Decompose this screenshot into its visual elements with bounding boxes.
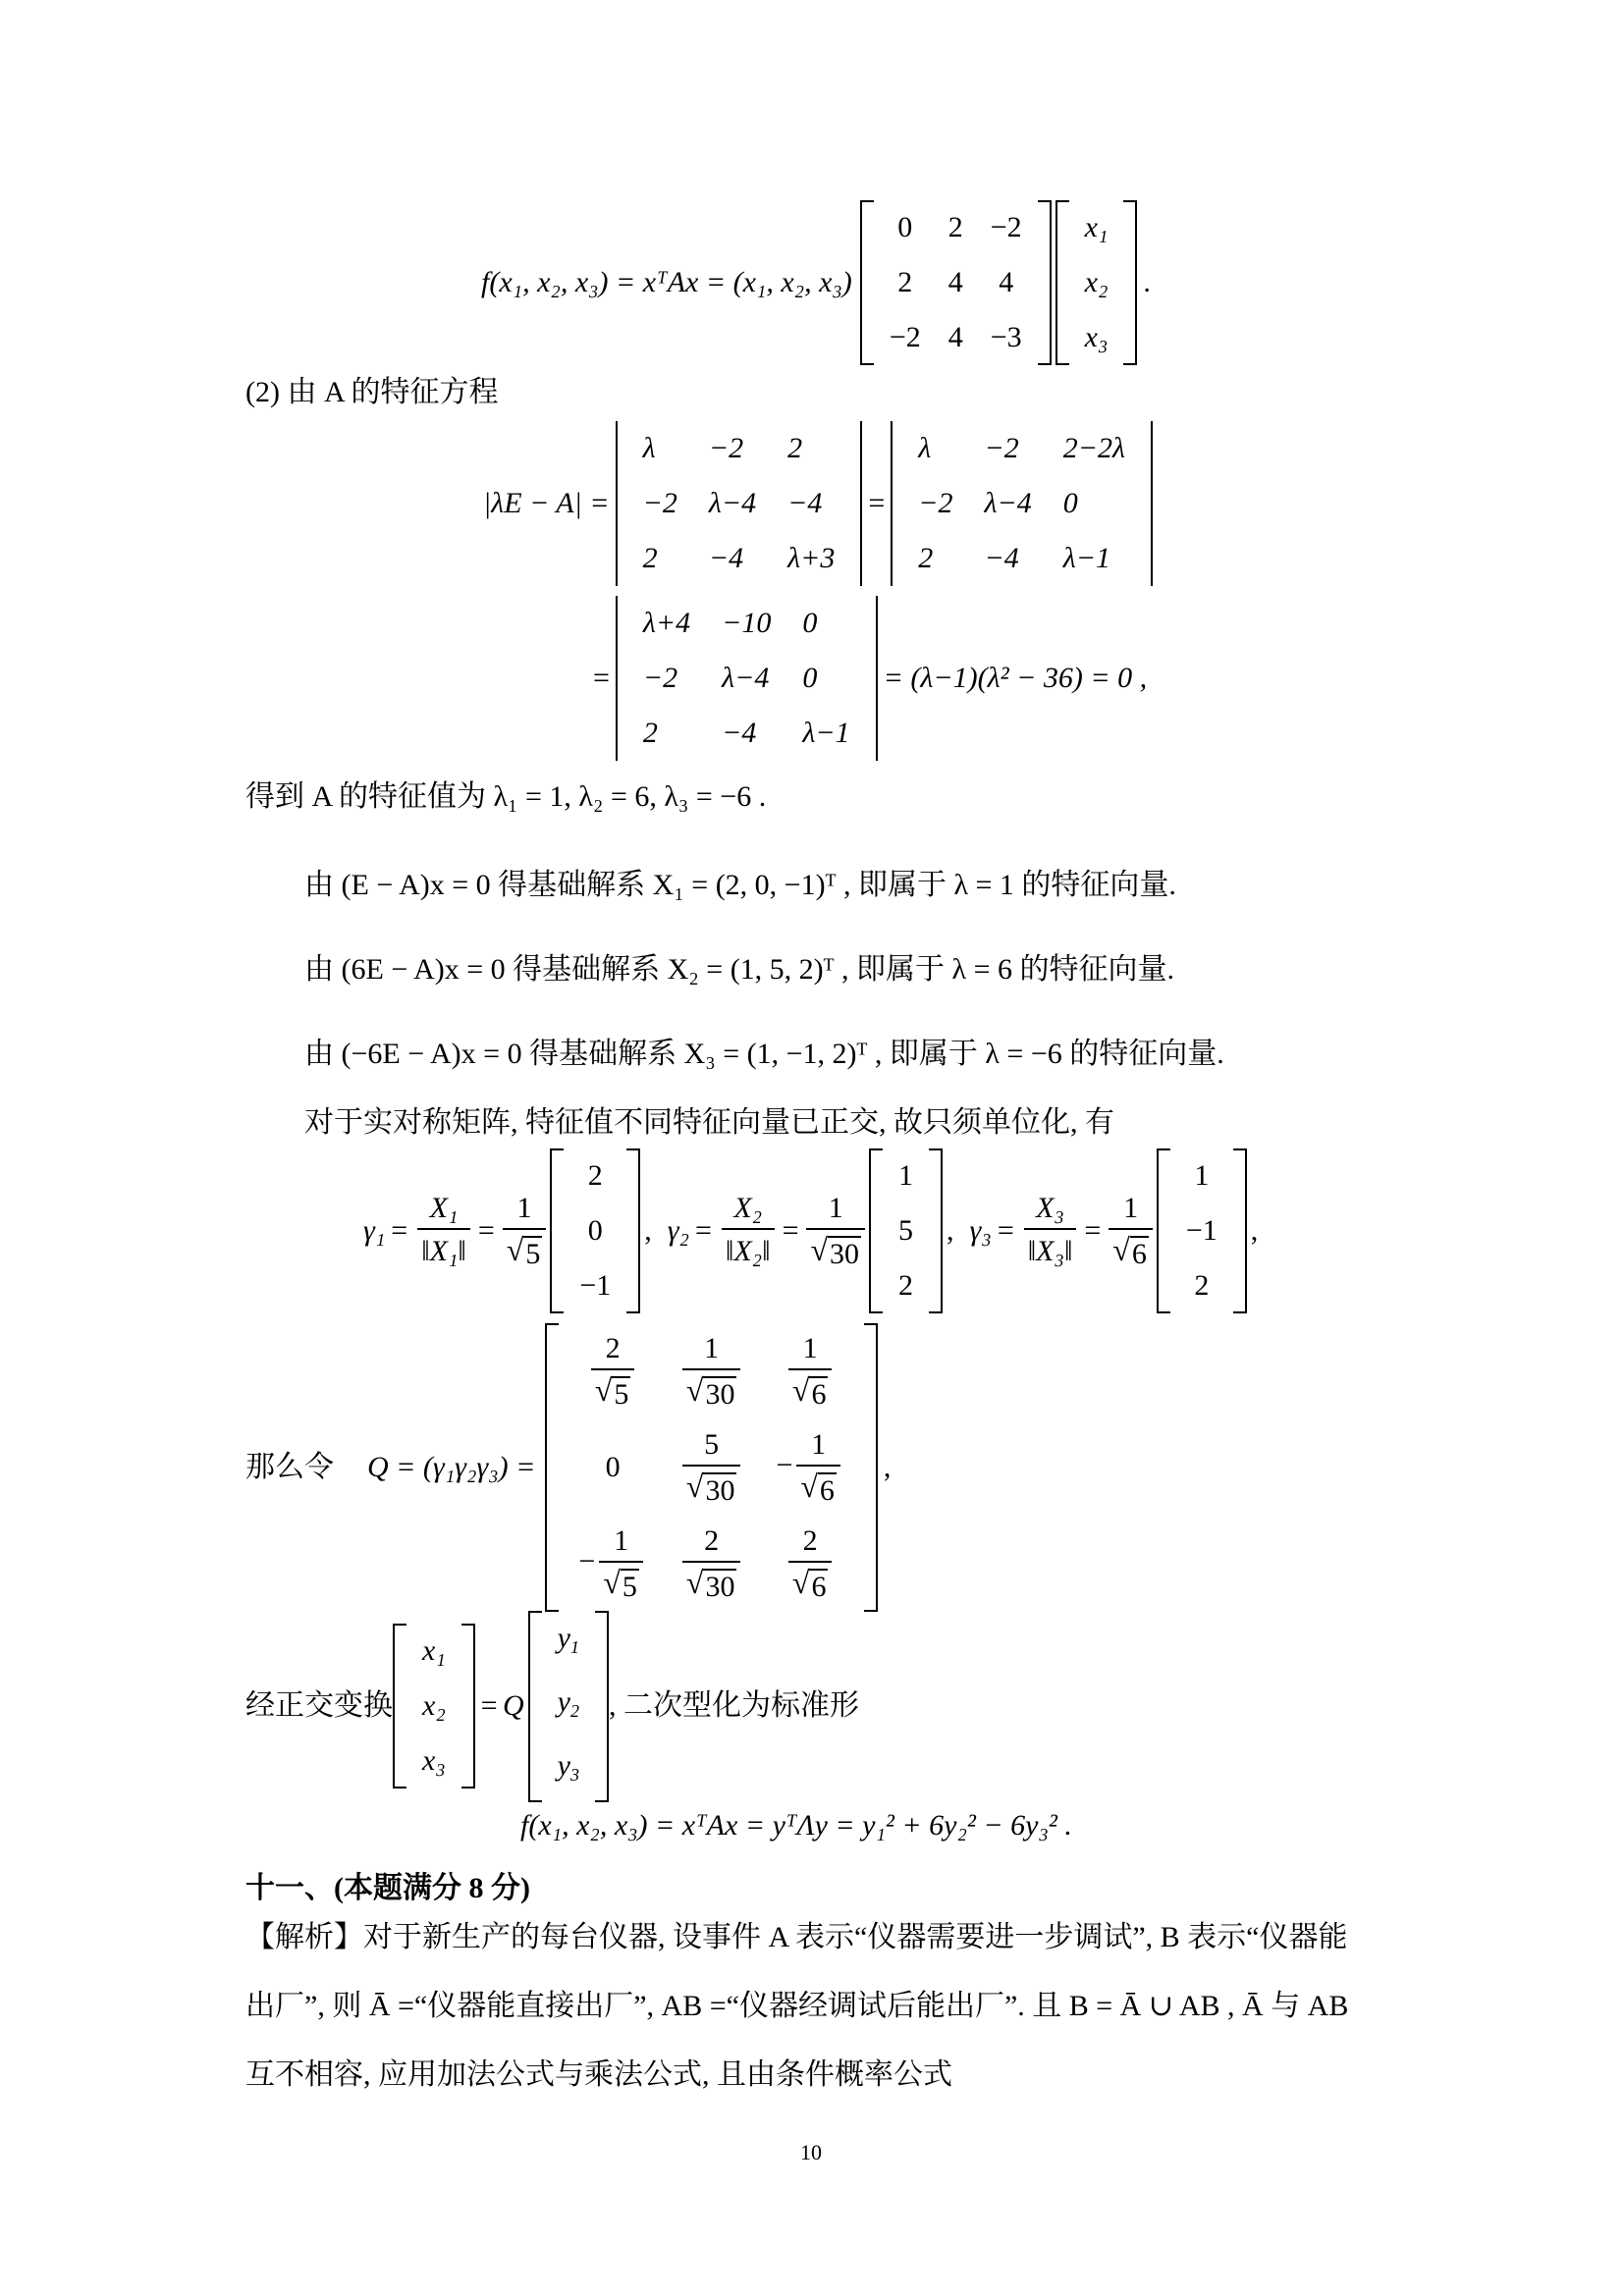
part2-heading: (2) 由 A 的特征方程 (245, 376, 499, 408)
matrix-cell: 4 (999, 266, 1014, 298)
characteristic-determinant-equation: |λE − A| = λ −2 2 −2 λ−4 −4 2 −4 λ+3 = λ −2 2−2λ −2 λ−4 0 2 −4 λ−1 (483, 420, 1153, 587)
analysis-line-2: 出厂”, 则 Ā =“仪器能直接出厂”, AB =“仪器经调试后能出厂”. 且 B = Ā ∪ AB , Ā 与 AB (245, 1990, 1349, 2022)
matrix-Q: 2 √ 5 1 √ 30 1 √ 6 0 5 √ 30 − 1 √ 6 − 1 √ 5 2 √ 30 2 √ 6 (545, 1323, 878, 1612)
gamma-1-scalar: 1 √ 5 (503, 1189, 547, 1273)
quadratic-form-matrix-equation (481, 206, 1151, 359)
transform-prefix: 经正交变换 (245, 1689, 393, 1722)
matrix-cell: −2 (990, 211, 1022, 243)
analysis-line-1: 【解析】对于新生产的每台仪器, 设事件 A 表示“仪器需要进一步调试”, B 表示“仪器能 (245, 1921, 1348, 1953)
gamma-1-label: γ₁ (363, 1214, 386, 1247)
vector-x (1056, 200, 1138, 365)
gamma-3-label: γ₃ (969, 1214, 992, 1247)
eigenvector-line-2: 由 (6E − A)x = 0 得基础解系 X₂ = (1, 5, 2)ᵀ , 即属于 λ = 6 的特征向量. (304, 953, 1175, 986)
gamma-3-scalar: 1 √ 6 (1109, 1189, 1153, 1273)
matrix-cell: 2 (897, 266, 913, 298)
matrix-cell: 4 (947, 266, 963, 298)
analysis-line-3: 互不相容, 应用加法公式与乘法公式, 且由条件概率公式 (245, 2058, 952, 2091)
gamma-2-scalar: 1 √ 30 (806, 1189, 865, 1273)
gamma-2-norm-fraction: $\frac{\text{X₂}}{\text{‖X₂‖}}$ (722, 1189, 775, 1273)
vector-x-transform: x₁ x₂ x₃ (393, 1624, 475, 1789)
characteristic-determinant-equation-cont: = λ+4 −10 0 −2 λ−4 0 2 −4 λ−1 = (λ−1)(λ² − 36) = 0 , (593, 595, 1147, 762)
matrix-cell: 2 (947, 211, 963, 243)
matrix-cell: −3 (990, 321, 1022, 353)
eigenvector-line-1: 由 (E − A)x = 0 得基础解系 X₁ = (2, 0, −1)ᵀ , 即属于 λ = 1 的特征向量. (304, 869, 1176, 901)
standard-form-equation: f(x₁, x₂, x₃) = xᵀAx = yᵀΛy = y₁² + 6y₂² − 6y₃² . (520, 1809, 1072, 1842)
equation-end: . (1143, 266, 1151, 298)
gamma-2-vector: 1 5 2 (869, 1148, 943, 1313)
orthogonality-note: 对于实对称矩阵, 特征值不同特征向量已正交, 故只须单位化, 有 (304, 1106, 1114, 1139)
vector-cell: x₃ (1084, 321, 1109, 353)
gamma-3-norm-fraction: $\frac{\text{X₃}}{\text{‖X₃‖}}$ (1024, 1189, 1077, 1273)
determinant-3: λ+4 −10 0 −2 λ−4 0 2 −4 λ−1 (616, 596, 878, 761)
page-number: 10 (800, 2140, 822, 2164)
q-end: , (883, 1451, 892, 1483)
determinant-1: λ −2 2 −2 λ−4 −4 2 −4 λ+3 (616, 421, 863, 586)
q-lhs: Q = (γ₁γ₂γ₃) = (367, 1451, 536, 1483)
det-result: = (λ−1)(λ² − 36) = 0 , (883, 662, 1148, 694)
gamma-1-norm-fraction: $\frac{\text{X₁}}{\text{‖X₁‖}}$ (417, 1189, 470, 1273)
gamma-2-label: γ₂ (667, 1214, 689, 1247)
determinant-2: λ −2 2−2λ −2 λ−4 0 2 −4 λ−1 (891, 421, 1153, 586)
section-11-title: 十一、(本题满分 8 分) (245, 1872, 530, 1904)
eigenvector-line-3: 由 (−6E − A)x = 0 得基础解系 X₃ = (1, −1, 2)ᵀ , 即属于 λ = −6 的特征向量. (304, 1038, 1224, 1070)
orthogonal-matrix-equation (245, 1331, 891, 1604)
matrix-A (860, 200, 1052, 365)
gamma-3-vector: 1 −1 2 (1157, 1148, 1247, 1313)
unit-vectors-equation: γ₁ = $\frac{\text{X₁}}{\text{‖X₁‖}}$ = 1 √ 5 2 0 −1 , γ₂ = $\frac{\text{X₂}}{\text{‖X₂‖}}$ = 1 √ 30 1 5 2 , γ₃ = $\frac{\text{X₃}}{\text{‖X₃‖}}$ = 1 √ 6 1 −1 2 , (363, 1154, 1258, 1308)
eigenvalues-line: 得到 A 的特征值为 λ₁ = 1, λ₂ = 6, λ₃ = −6 . (245, 780, 767, 813)
matrix-cell: 4 (947, 321, 963, 353)
orthogonal-transform-line: 经正交变换 x₁ x₂ x₃ = Q $y_1$ $y_2$ $y_3$ , 二次型化为标准形 (245, 1629, 859, 1783)
q-prefix: 那么令 (245, 1451, 334, 1483)
vector-y-transform: $y_1$ $y_2$ $y_3$ (528, 1611, 609, 1802)
gamma-1-vector: 2 0 −1 (550, 1148, 640, 1313)
det-lhs: |λE − A| = (483, 487, 610, 519)
vector-cell: x₂ (1084, 266, 1109, 298)
transform-suffix: , 二次型化为标准形 (609, 1689, 859, 1722)
vector-cell: x₁ (1084, 211, 1109, 243)
quadratic-form-lhs: f(x₁, x₂, x₃) = xᵀAx = (x₁, x₂, x₃) (481, 266, 852, 298)
matrix-cell: −2 (889, 321, 921, 353)
matrix-cell: 0 (897, 211, 913, 243)
